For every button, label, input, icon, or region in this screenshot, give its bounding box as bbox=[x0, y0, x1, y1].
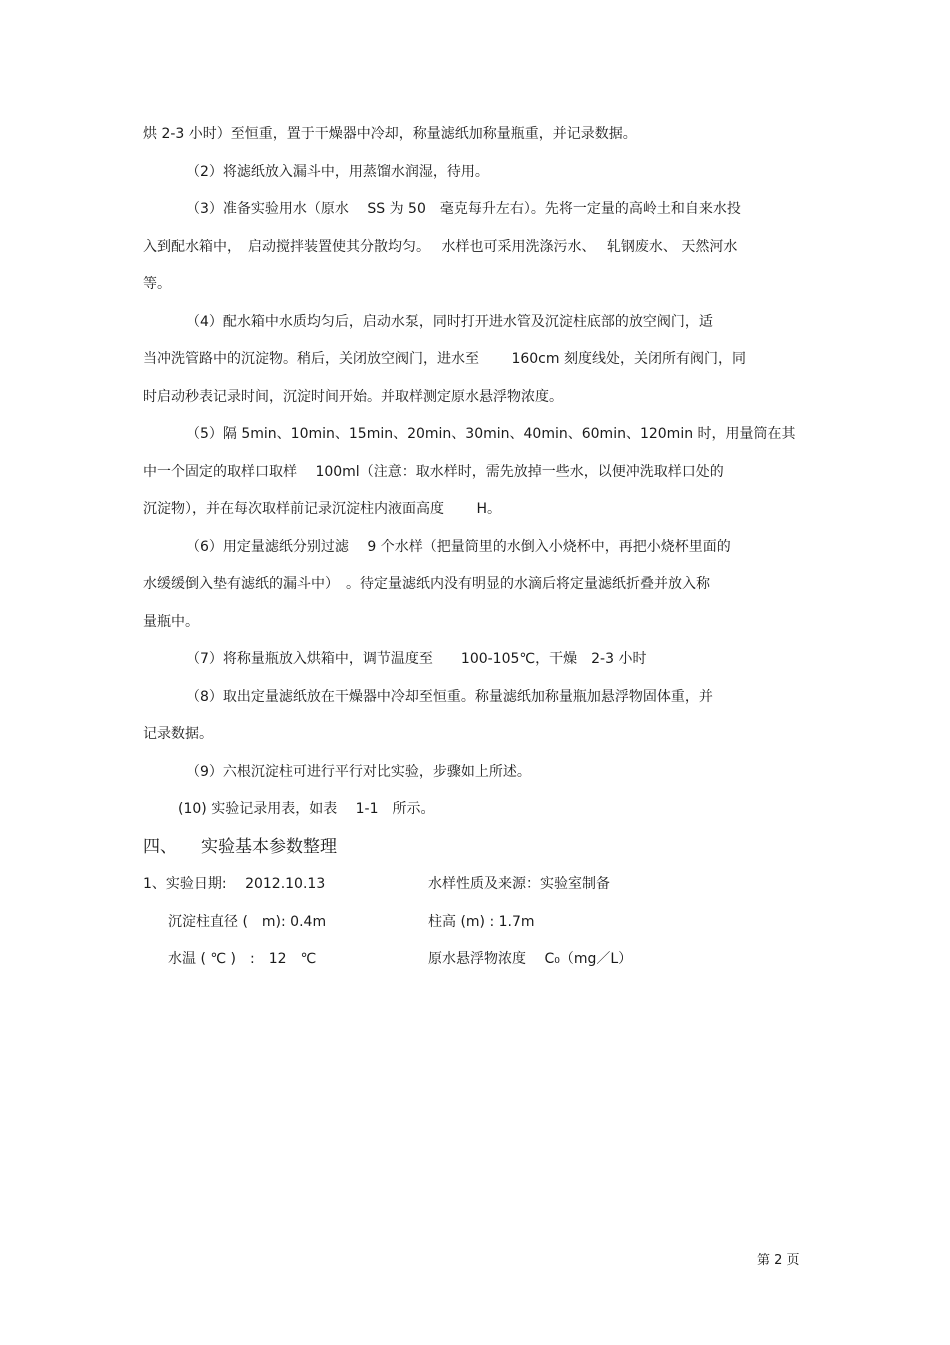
step-9-line: （9）六根沉淀柱可进行平行对比实验，步骤如上所述。 bbox=[186, 764, 531, 780]
step-10-line: (10) 实验记录用表，如表 1-1 所示。 bbox=[178, 801, 435, 817]
param-raw-ss-concentration: 原水悬浮物浓度 C₀（mg／L） bbox=[428, 951, 633, 967]
param-sample-source: 水样性质及来源：实验室制备 bbox=[428, 876, 610, 892]
paragraph-line: 量瓶中。 bbox=[143, 614, 199, 630]
step-5-line: （5）隔 5min、10min、15min、20min、30min、40min、60min、120min 时，用量筒在其 bbox=[186, 426, 796, 442]
section-number: 四、 bbox=[143, 837, 177, 857]
page-number: 第 2 页 bbox=[757, 1253, 800, 1268]
param-experiment-date: 1、实验日期: 2012.10.13 bbox=[143, 876, 326, 892]
paragraph-line: 水缓缓倒入垫有滤纸的漏斗中） 。待定量滤纸内没有明显的水滴后将定量滤纸折叠并放入称 bbox=[143, 576, 710, 592]
param-water-temperature: 水温 ( ℃ ) : 12 ℃ bbox=[168, 951, 317, 967]
section-heading bbox=[143, 836, 337, 858]
param-column-height: 柱高 (m) : 1.7m bbox=[428, 914, 535, 930]
section-title: 实验基本参数整理 bbox=[201, 837, 337, 857]
step-7-line: （7）将称量瓶放入烘箱中，调节温度至 100-105℃，干燥 2-3 小时 bbox=[186, 651, 647, 667]
step-2-line: （2）将滤纸放入漏斗中，用蒸馏水润湿，待用。 bbox=[186, 164, 489, 180]
paragraph-line: 等。 bbox=[143, 276, 171, 292]
param-column-diameter: 沉淀柱直径 ( m): 0.4m bbox=[168, 914, 327, 930]
paragraph-line: 时启动秒表记录时间，沉淀时间开始。并取样测定原水悬浮物浓度。 bbox=[143, 389, 563, 405]
paragraph-line: 沉淀物），并在每次取样前记录沉淀柱内液面高度 H。 bbox=[143, 501, 501, 517]
step-8-line: （8）取出定量滤纸放在干燥器中冷却至恒重。称量滤纸加称量瓶加悬浮物固体重，并 bbox=[186, 689, 713, 705]
paragraph-line: 烘 2-3 小时）至恒重，置于干燥器中冷却，称量滤纸加称量瓶重，并记录数据。 bbox=[143, 126, 637, 142]
paragraph-line: 中一个固定的取样口取样 100ml（注意：取水样时，需先放掉一些水，以便冲洗取样口处的 bbox=[143, 464, 724, 480]
step-6-line: （6）用定量滤纸分别过滤 9 个水样（把量筒里的水倒入小烧杯中，再把小烧杯里面的 bbox=[186, 539, 731, 555]
step-4-line: （4）配水箱中水质均匀后，启动水泵，同时打开进水管及沉淀柱底部的放空阀门，适 bbox=[186, 314, 713, 330]
step-3-line: （3）准备实验用水（原水 SS 为 50 毫克每升左右）。先将一定量的高岭土和自来水投 bbox=[186, 201, 741, 217]
paragraph-line: 记录数据。 bbox=[143, 726, 213, 742]
paragraph-line: 入到配水箱中， 启动搅拌装置使其分散均匀。 水样也可采用洗涤污水、 轧钢废水、 天然河水 bbox=[143, 239, 738, 255]
paragraph-line: 当冲洗管路中的沉淀物。稍后，关闭放空阀门，进水至 160cm 刻度线处，关闭所有阀门，同 bbox=[143, 351, 746, 367]
